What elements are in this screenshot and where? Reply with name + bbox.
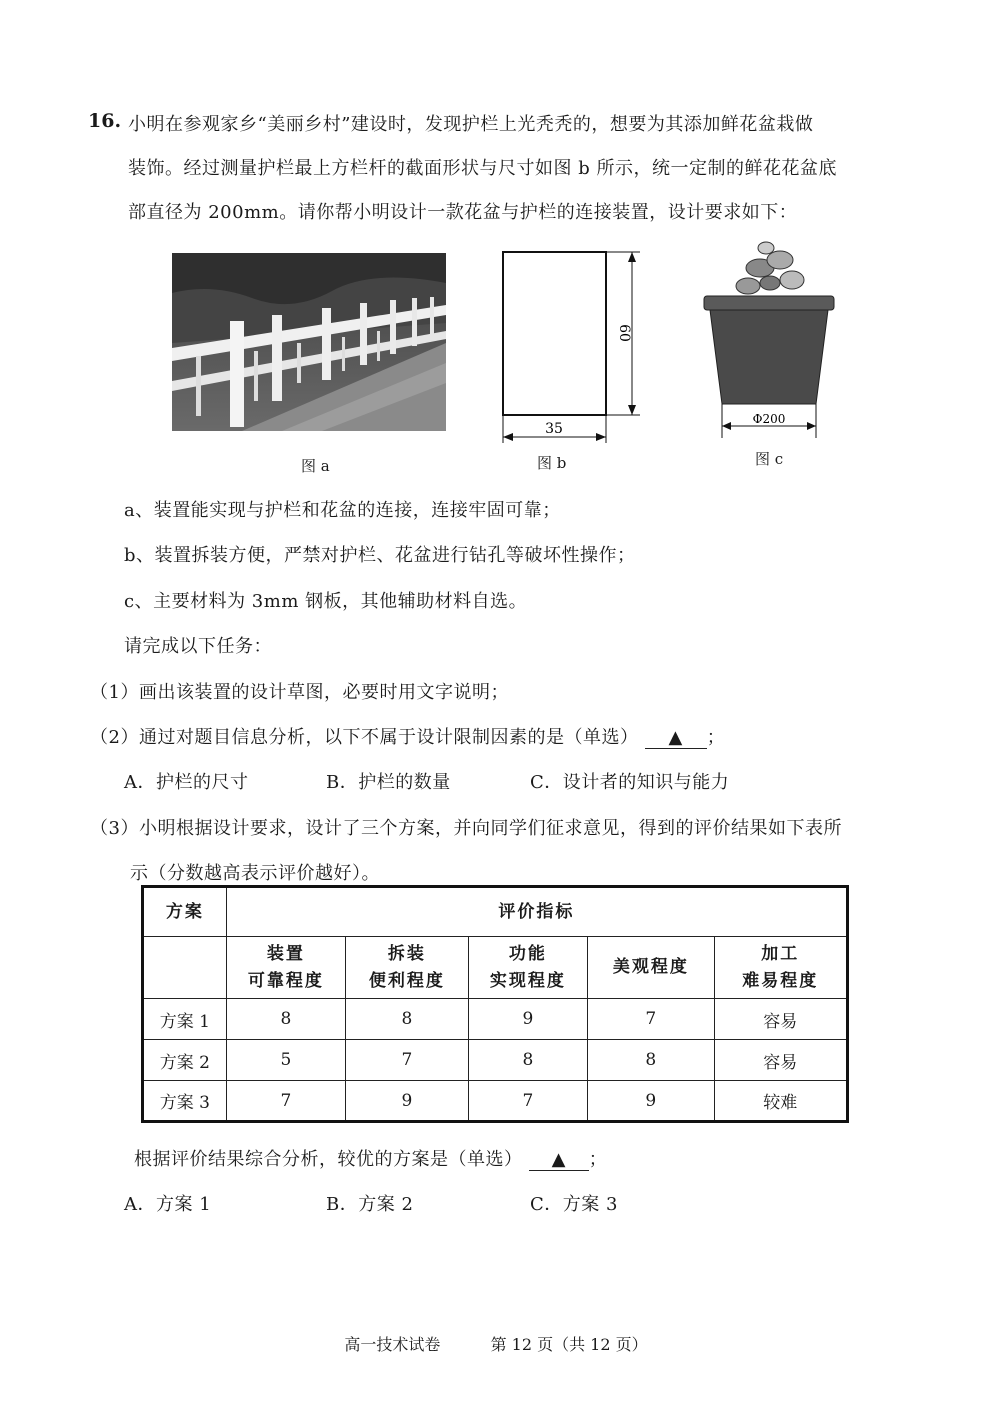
table-cell: 7 <box>226 1081 345 1122</box>
table-row <box>143 1040 848 1081</box>
figure-c-diameter-label: Φ200 <box>752 412 786 426</box>
column-header-processing: 加工 难易程度 <box>714 937 847 999</box>
table-row <box>143 999 848 1040</box>
conclusion-end: ； <box>588 1149 608 1170</box>
table-group-header: 评价指标 <box>226 887 847 937</box>
table-cell: 容易 <box>714 999 847 1040</box>
task-2-text: （2）通过对题目信息分析，以下不属于设计限制因素的是（单选） <box>90 727 639 748</box>
table-cell: 7 <box>468 1081 587 1122</box>
footer-page-number: 第 12 页（共 12 页） <box>490 1335 648 1354</box>
task-3-option-b: B．方案 2 <box>326 1194 414 1215</box>
table-cell: 9 <box>588 1081 714 1122</box>
table-cell: 较难 <box>714 1081 847 1122</box>
question-number: 16. <box>88 110 122 132</box>
page-footer <box>0 1332 992 1355</box>
column-header-appearance: 美观程度 <box>588 937 714 999</box>
row-label: 方案 1 <box>143 999 227 1040</box>
table-cell: 8 <box>588 1040 714 1081</box>
figure-c-flower-pot <box>700 238 840 438</box>
conclusion-answer-blank[interactable]: ▲ <box>529 1149 589 1171</box>
task-3-line-2: 示（分数越高表示评价越好）。 <box>130 863 380 884</box>
task-3-option-a: A．方案 1 <box>124 1194 212 1215</box>
table-cell: 8 <box>468 1040 587 1081</box>
task-intro: 请完成以下任务： <box>124 636 272 657</box>
evaluation-table <box>141 885 849 1123</box>
task-2-answer-blank[interactable]: ▲ <box>645 727 707 749</box>
figure-a-caption: 图 a <box>301 457 330 475</box>
requirement-b: b、装置拆装方便，严禁对护栏、花盆进行钻孔等破坏性操作； <box>124 545 636 566</box>
table-cell: 9 <box>346 1081 468 1122</box>
task-2-option-b: B．护栏的数量 <box>326 772 451 793</box>
table-cell: 7 <box>346 1040 468 1081</box>
figure-a-railing-photo <box>172 253 446 431</box>
question-stem-line-1: 小明在参观家乡“美丽乡村”建设时，发现护栏上光秃秃的，想要为其添加鲜花盆栽做 <box>128 114 814 135</box>
task-2-end: ； <box>706 727 726 748</box>
table-corner-header: 方案 <box>143 887 227 937</box>
figure-b-cross-section <box>494 245 644 450</box>
figure-b-width-label: 35 <box>545 421 563 437</box>
requirement-a: a、装置能实现与护栏和花盆的连接，连接牢固可靠； <box>124 500 561 521</box>
table-cell: 7 <box>588 999 714 1040</box>
task-3-option-c: C．方案 3 <box>530 1194 618 1215</box>
question-stem-line-3: 部直径为 200mm。请你帮小明设计一款花盆与护栏的连接装置，设计要求如下： <box>128 202 798 223</box>
task-2-option-c: C．设计者的知识与能力 <box>530 772 730 793</box>
table-empty-cell <box>143 937 227 999</box>
table-cell: 容易 <box>714 1040 847 1081</box>
requirement-c: c、主要材料为 3mm 钢板，其他辅助材料自选。 <box>124 591 528 612</box>
task-3-line-1: （3）小明根据设计要求，设计了三个方案，并向同学们征求意见，得到的评价结果如下表所 <box>90 818 842 839</box>
table-row <box>143 1081 848 1122</box>
conclusion-text: 根据评价结果综合分析，较优的方案是（单选） <box>134 1149 523 1170</box>
task-1: （1）画出该装置的设计草图，必要时用文字说明； <box>90 682 509 703</box>
column-header-reliability: 装置 可靠程度 <box>226 937 345 999</box>
footer-exam-title: 高一技术试卷 <box>344 1335 441 1354</box>
row-label: 方案 3 <box>143 1081 227 1122</box>
task-2-question <box>90 723 725 749</box>
conclusion-question <box>134 1145 607 1171</box>
figure-c-caption: 图 c <box>755 450 784 468</box>
row-label: 方案 2 <box>143 1040 227 1081</box>
question-stem-line-2: 装饰。经过测量护栏最上方栏杆的截面形状与尺寸如图 b 所示，统一定制的鲜花花盆底 <box>128 158 837 179</box>
column-header-convenience: 拆装 便利程度 <box>346 937 468 999</box>
task-2-option-a: A．护栏的尺寸 <box>124 772 249 793</box>
figure-b-caption: 图 b <box>537 454 567 472</box>
table-cell: 8 <box>226 999 345 1040</box>
table-cell: 9 <box>468 999 587 1040</box>
figure-b-height-label: 60 <box>616 324 632 342</box>
column-header-function: 功能 实现程度 <box>468 937 587 999</box>
table-cell: 5 <box>226 1040 345 1081</box>
table-cell: 8 <box>346 999 468 1040</box>
